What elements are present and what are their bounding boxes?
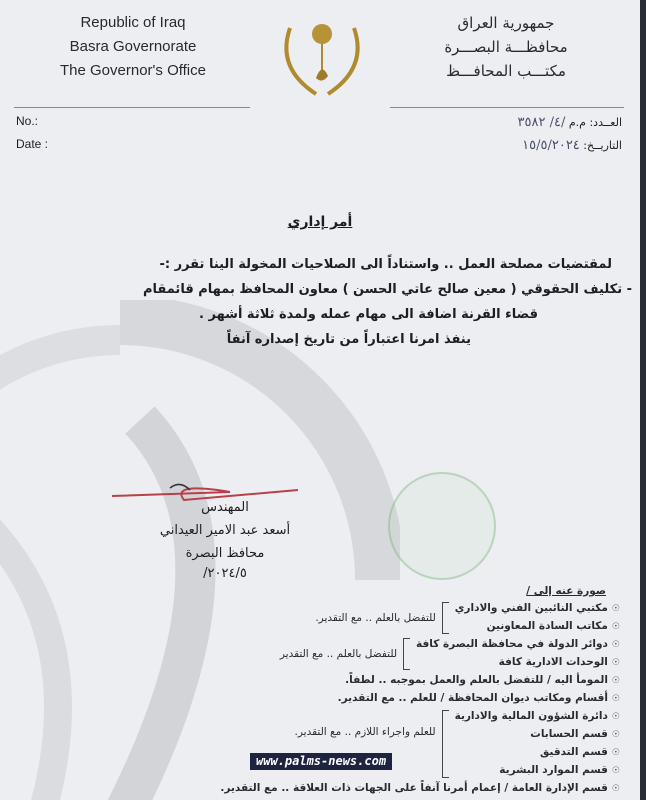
header-en-line: Basra Governorate: [69, 38, 197, 55]
cc-group-note: للتفضل بالعلم .. مع التقدير: [279, 647, 398, 660]
signature-date: ٢٠٢٤/٥/: [203, 566, 247, 581]
ar-date: [522, 137, 622, 155]
cc-item: ☉المومأ اليه / للتفضل بالعلم والعمل بموجبه .. لطفاً.: [345, 674, 620, 686]
cc-group: [10, 600, 620, 636]
order-line: - تكليف الحقوقي ( معين صالح عاتي الحسن ) معاون المحافظ بمهام قائمقام: [142, 282, 632, 297]
bullet-icon: ☉: [611, 712, 620, 722]
header-ar-line: محافظـــة البصـــرة: [444, 38, 568, 56]
iraq-emblem-icon: [276, 18, 368, 100]
signer-position: محافظ البصرة: [185, 546, 265, 561]
bullet-icon: ☉: [611, 784, 620, 794]
bullet-icon: ☉: [611, 694, 620, 704]
ar-number: [518, 114, 622, 132]
ar-date-value: ١٥/٥/٢٠٢٤: [522, 138, 580, 153]
signer-title: المهندس: [201, 500, 249, 515]
signer-name: أسعد عبد الامير العيداني: [159, 523, 291, 538]
document-title: أمر إداري: [287, 214, 353, 230]
bullet-icon: ☉: [611, 730, 620, 740]
order-line: ينفذ امرنا اعتباراً من تاريخ إصداره آنفاً: [226, 332, 471, 347]
cc-item: ☉دائرة الشؤون المالية والادارية: [454, 710, 620, 722]
cc-item: ☉أقسام ومكاتب ديوان المحافظة / للعلم .. مع التقدير.: [337, 692, 620, 704]
cc-item: ☉دوائر الدولة في محافظة البصرة كافة: [416, 638, 620, 650]
cc-item: ☉قسم الموارد البشرية: [499, 764, 620, 776]
header-ar-line: جمهورية العراق: [457, 14, 555, 32]
bracket: [442, 602, 449, 634]
cc-item: ☉قسم الحسابات: [530, 728, 620, 740]
cc-item: ☉الوحدات الادارية كافة: [498, 656, 620, 668]
bullet-icon: ☉: [611, 622, 620, 632]
bracket: [442, 710, 449, 778]
cc-item: ☉قسم التدقيق: [539, 746, 620, 758]
no-label: No.:: [16, 114, 39, 128]
ar-date-label: التاريــخ:: [583, 139, 622, 152]
bullet-icon: ☉: [611, 640, 620, 650]
bullet-icon: ☉: [611, 766, 620, 776]
date-label: Date :: [16, 137, 49, 151]
cc-item: ☉قسم الإدارة العامة / إعمام أمرنا آنفاً على الجهات ذات العلاقة .. مع التقدير.: [220, 782, 620, 794]
order-line: قضاء القرنة اضافة الى مهام عمله ولمدة ثلاثة أشهر .: [199, 307, 538, 322]
order-line: لمقتضيات مصلحة العمل .. واستناداً الى الصلاحيات المخولة الينا تقرر :-: [159, 257, 612, 272]
ar-number-label: العــدد: م.م: [568, 116, 622, 129]
page-edge: [640, 0, 646, 800]
cc-heading: صورة عنه إلى /: [526, 585, 606, 597]
order-body: [10, 252, 632, 352]
cc-item: ☉مكتبي النائبين الفني والاداري: [454, 602, 620, 614]
official-stamp: [388, 472, 496, 580]
cc-group-note: للعلم واجراء اللازم .. مع التقدير.: [294, 725, 436, 738]
bullet-icon: ☉: [611, 748, 620, 758]
bullet-icon: ☉: [611, 604, 620, 614]
divider: [390, 107, 624, 108]
bullet-icon: ☉: [611, 658, 620, 668]
cc-group-note: للتفضل بالعلم .. مع التقدير.: [315, 611, 436, 624]
ar-number-value: /٤/ ٣٥٨٢: [517, 115, 566, 130]
bracket: [403, 638, 410, 670]
watermark-link: www.palms-news.com: [250, 753, 392, 770]
header-en-line: Republic of Iraq: [80, 14, 186, 31]
divider: [14, 107, 250, 108]
header-en-line: The Governor's Office: [60, 62, 206, 79]
bullet-icon: ☉: [611, 676, 620, 686]
cc-group: [10, 636, 620, 672]
cc-item: ☉مكاتب السادة المعاونين: [486, 620, 620, 632]
header-ar-line: مكتـــب المحافـــظ: [446, 62, 566, 80]
